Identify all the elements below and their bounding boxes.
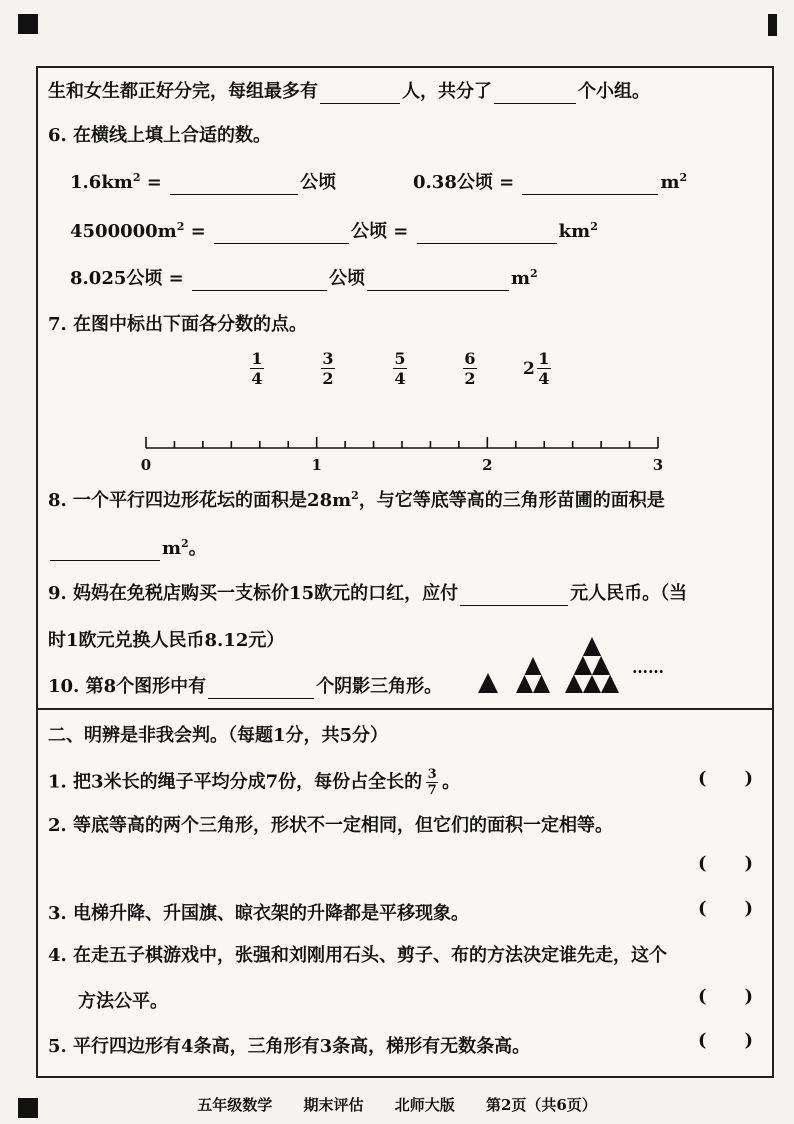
number-line-label: 3 [652,456,664,474]
fraction-item: 3 2 [322,349,334,388]
fraction-item: 1 4 [251,349,263,388]
footer-edition: 北师大版 [394,1096,455,1114]
footer-exam: 期末评估 [303,1096,364,1114]
tf-item-1: 1. 把3米长的绳子平均分成7份，每份占全长的 $\frac{3}{7}$ 。 [48,767,461,798]
answer-paren[interactable]: ( ) [698,986,754,1007]
answer-blank[interactable] [50,540,160,561]
registration-mark-top-left [18,14,38,34]
q6-title: 6. 在横线上填上合适的数。 [48,125,272,146]
q7-title: 7. 在图中标出下面各分数的点。 [48,314,308,335]
answer-blank[interactable] [367,270,509,291]
answer-blank[interactable] [208,678,314,699]
triangle-pattern [476,634,626,696]
number-line-label: 2 [482,456,493,474]
q6-row3: 8.025公顷 = 公顷 $m^2$ [70,267,538,289]
tf-item-2: 2. 等底等高的两个三角形，形状不一定相同，但它们的面积一定相等。 [48,815,614,836]
fraction-item: 5 4 [394,349,406,388]
answer-blank[interactable] [417,223,557,244]
tf-item-5: 5. 平行四边形有4条高，三角形有3条高，梯形有无数条高。 [48,1036,531,1057]
triangle-figure-1-main [478,673,498,693]
tf-item-3: 3. 电梯升降、升国旗、晾衣架的升降都是平移现象。 [48,903,470,924]
section-divider [38,708,772,710]
page-footer [0,1094,794,1115]
answer-paren[interactable]: ( ) [698,853,754,874]
section2-title: 二、明辨是非我会判。（每题1分，共5分） [48,725,389,746]
q5-continuation: 生和女生都正好分完，每组最多有 人，共分了 个小组。 [48,81,650,102]
tf-item-4-cont: 方法公平。 [78,991,168,1012]
tf-item-4: 4. 在走五子棋游戏中，张强和刘刚用石头、剪子、布的方法决定谁先走，这个 [48,945,668,966]
fraction-item: 2 1 4 [523,349,550,388]
q6-row2: $4500000m^2$ = 公顷 = $km^2$ [70,220,598,242]
fraction-3-7: $\frac{3}{7}$ [427,767,437,798]
number-line-ticks [146,437,658,448]
number-line [138,428,668,458]
q8-line1: 8. 一个平行四边形花坛的面积是$28m^2$，与它等底等高的三角形苗圃的面积是 [48,489,665,511]
answer-paren[interactable]: ( ) [698,898,754,919]
answer-blank[interactable] [320,83,400,104]
answer-blank[interactable] [214,223,349,244]
exam-frame [36,66,774,1078]
registration-mark-top-right [768,14,777,36]
number-line-label: 1 [311,456,322,474]
answer-blank[interactable] [494,83,576,104]
answer-blank[interactable] [192,270,327,291]
answer-blank[interactable] [460,585,568,606]
answer-blank[interactable] [522,174,658,195]
answer-paren[interactable]: ( ) [698,768,754,789]
q9-line2: 时1欧元兑换人民币8.12元） [48,630,285,651]
footer-page: 第2页（共6页） [485,1096,597,1114]
answer-paren[interactable]: ( ) [698,1030,754,1051]
q10-line: 10. 第8个图形中有 个阴影三角形。 [48,676,443,697]
q9-line1: 9. 妈妈在免税店购买一支标价15欧元的口红，应付 元人民币。（当 [48,583,688,604]
answer-blank[interactable] [170,174,298,195]
q8-line2: $m^2$。 [48,537,207,561]
fraction-item: 6 2 [464,349,476,388]
footer-subject: 五年级数学 [197,1096,273,1114]
q6-row1-left: $1.6km^2$ = 公顷 [70,171,337,193]
q6-row1-right: 0.38公顷 = $m^2$ [413,171,688,193]
pattern-ellipsis: …… [632,658,664,677]
number-line-label: 0 [140,456,152,474]
